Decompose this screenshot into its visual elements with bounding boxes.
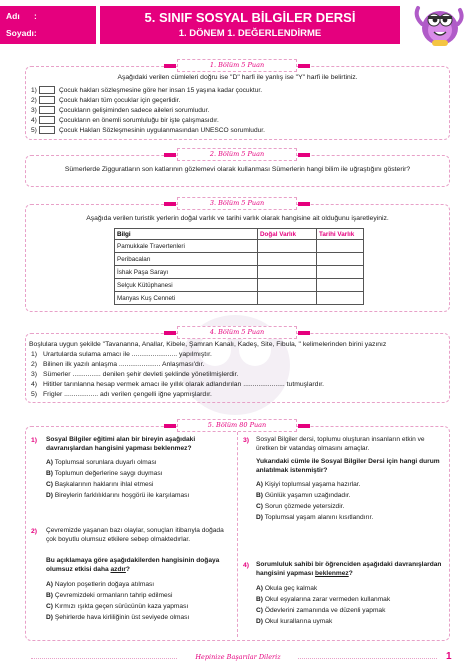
option[interactable]: C) Başkalarının haklarını ihlal etmesi: [46, 481, 154, 488]
option[interactable]: D) Şehirlerde hava kirliliğinin üst seviyede olması: [46, 614, 190, 621]
column-header: Doğal Varlık: [258, 229, 317, 240]
option[interactable]: A) Naylon poşetlerin doğaya atılması: [46, 581, 155, 588]
answer-box[interactable]: [39, 96, 55, 104]
historical-cell[interactable]: [317, 240, 364, 253]
historical-cell[interactable]: [317, 279, 364, 292]
natural-cell[interactable]: [258, 279, 317, 292]
title-box: [100, 6, 400, 44]
heritage-table: [114, 228, 364, 305]
table-row: İshak Paşa Sarayı: [115, 266, 364, 279]
answer-box[interactable]: [39, 126, 55, 134]
tf-item: 4) Çocukların en önemli sorumluluğu bir işte çalışmasıdır.: [31, 117, 219, 124]
historical-cell[interactable]: [317, 292, 364, 305]
natural-cell[interactable]: [258, 240, 317, 253]
section-5-label: 5. Bölüm 80 Puan: [177, 419, 297, 432]
section-4-instruction: Boşlulara uygun şekilde "Tavananna, Anallar, Kibele, Şamran Kanalı, Kadeş, Site, Fibula, " kelimelerinden birini yazınız: [29, 341, 387, 348]
option[interactable]: A) Okula geç kalmak: [256, 585, 318, 592]
question-4-prompt: Sorumluluk sahibi bir öğrenciden aşağıdaki davranışlardan hangisini yapması beklenmez?: [256, 561, 442, 577]
option[interactable]: A) Kişiyi toplumsal yaşama hazırlar.: [256, 481, 361, 488]
fill-blank-item: 2) Bilinen ilk yazılı anlaşma ...................... Anlaşması'dır.: [31, 361, 205, 368]
student-info-box: [0, 6, 96, 44]
option[interactable]: C) Kırmızı ışıkta geçen sürücünün kaza yapması: [46, 603, 189, 610]
question-3-prompt: Yukarıdaki cümle ile Sosyal Bilgiler Dersi için hangi durum anlatılmak istenmiştir?: [256, 458, 440, 474]
option[interactable]: A) Toplumsal sorunlara duyarlı olması: [46, 459, 157, 466]
question-2-prompt: Bu açıklamaya göre aşağıdakilerden hangisinin doğaya olumsuz etkisi daha azdır?: [46, 557, 220, 573]
option[interactable]: B) Çevremizdeki ormanların tahrip edilmesi: [46, 592, 173, 599]
option[interactable]: D) Bireylerin farklılıklarını hoşgörü ile karşılaması: [46, 492, 190, 499]
answer-box[interactable]: [39, 86, 55, 94]
natural-cell[interactable]: [258, 266, 317, 279]
section-2-label: 2. Bölüm 5 Puan: [177, 148, 297, 161]
answer-box[interactable]: [39, 106, 55, 114]
fill-blank-item: 3) Sümerler ............... denilen şehir devleti şeklinde yönetilmişlerdir.: [31, 371, 239, 378]
question-number: 3): [243, 437, 250, 444]
tf-item: 5) Çocuk Hakları Sözleşmesinin uygulanmasından UNESCO sorumludur.: [31, 127, 265, 134]
question-number: 4): [243, 562, 250, 569]
answer-box[interactable]: [39, 116, 55, 124]
historical-cell[interactable]: [317, 266, 364, 279]
page-title: 5. SINIF SOSYAL BİLGİLER DERSİ: [144, 10, 356, 25]
question-1-text: Sosyal Bilgiler eğitimi alan bir bireyin aşağıdaki davranışlardan hangisini yapması beklenmez?: [46, 436, 196, 452]
tf-item: 2) Çocuk hakları tüm çocuklar için geçerlidir.: [31, 97, 181, 104]
page-header: [0, 0, 474, 46]
column-header: Bilgi: [115, 229, 258, 240]
fill-blank-item: 4) Hititler tarınlanna hesap vermek amacı ile yıllık olarak adlandırılan ...................... tutmuşlardır.: [31, 381, 325, 388]
option[interactable]: B) Toplumun değerlerine saygı duyması: [46, 470, 163, 477]
natural-cell[interactable]: [258, 253, 317, 266]
question-number: 1): [31, 437, 38, 444]
option[interactable]: B) Okul eşyalarına zarar vermeden kullanmak: [256, 596, 391, 603]
table-row: Manyas Kuş Cenneti: [115, 292, 364, 305]
page-number: 1: [446, 651, 452, 662]
section-3-instruction: Aşağıda verilen turistik yerlerin doğal varlık ve tarihi varlık olarak hangisine ait olduğunu işaretleyiniz.: [86, 215, 389, 222]
name-colon: :: [34, 11, 37, 21]
table-row: Peribacaları: [115, 253, 364, 266]
table-header-row: [115, 229, 364, 240]
column-divider: [237, 432, 238, 637]
question-number: 2): [31, 528, 38, 535]
table-row: Pamukkale Travertenleri: [115, 240, 364, 253]
tf-item: 1) Çocuk hakları sözleşmesine göre her insan 15 yaşına kadar çocuktur.: [31, 87, 263, 94]
fill-blank-item: 1) Urartularda sulama amacı ile ........................ yapılmıştır.: [31, 351, 212, 358]
tf-item: 3) Çocukların gelişiminden sadece aileleri sorumludur.: [31, 107, 210, 114]
name-label: Adı: [6, 11, 20, 21]
option[interactable]: B) Günlük yaşamın uzağındadır.: [256, 492, 351, 499]
historical-cell[interactable]: [317, 253, 364, 266]
fill-blank-item: 5) Frigler .................. adı verilen çengelli iğne yapmışlardır.: [31, 391, 212, 398]
option[interactable]: C) Ödevlerini zamanında ve düzenli yapmak: [256, 607, 386, 614]
section-2-question: Sümerlerde Zigguratların son katlarının gözlemevi olarak kullanması Sümerlerin hangi bilim ile uğraştığını gösterir?: [64, 166, 411, 173]
section-4-label: 4. Bölüm 5 Puan: [177, 326, 297, 339]
option[interactable]: D) Okul kurallarına uymak: [256, 618, 333, 625]
section-1-instruction: Aşağıdaki verilen cümleleri doğru ise "D" harfi ile yanlış ise "Y" harfi ile belirtiniz.: [117, 74, 358, 81]
section-3-label: 3. Bölüm 5 Puan: [177, 197, 297, 210]
section-1-label: 1. Bölüm 5 Puan: [177, 59, 297, 72]
page-subtitle: 1. DÖNEM 1. DEĞERLENDİRME: [178, 28, 322, 39]
table-row: Selçuk Kütüphanesi: [115, 279, 364, 292]
option[interactable]: D) Toplumsal yaşam alanını kısıtlandırır.: [256, 514, 374, 521]
footer-text: Hepinize Başarılar Dileriz: [178, 653, 298, 661]
question-2-text: Çevremizde yaşanan bazı olaylar, sonuçları itibarıyla doğada çok boyutlu olumsuz etkilere sebep olmaktedırlar.: [46, 527, 224, 543]
question-3-text: Sosyal Bilgiler dersi, toplumu oluşturan insanların etkin ve üretken bir vatandaş olmasını amaçlar.: [256, 436, 425, 452]
column-header: Tarihi Varlık: [317, 229, 364, 240]
surname-label: Soyadı:: [6, 28, 37, 38]
mascot-icon: [410, 2, 466, 48]
option[interactable]: C) Sorun çözmede yetersizdir.: [256, 503, 345, 510]
